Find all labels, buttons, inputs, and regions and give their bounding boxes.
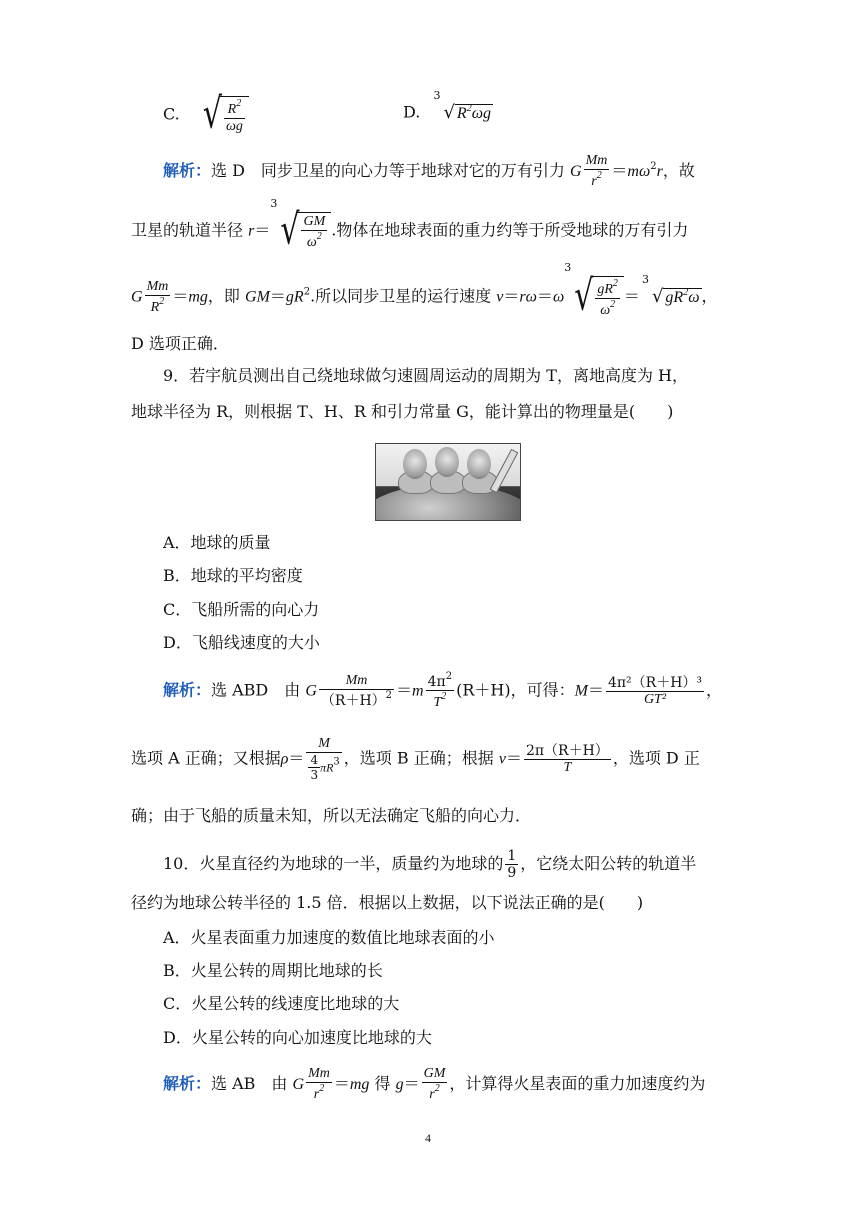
exponent: 2 xyxy=(612,278,618,289)
symbol: mg xyxy=(349,1076,370,1093)
root-index: 3 xyxy=(433,89,441,102)
frac-den: ωg xyxy=(225,119,243,134)
text: ， xyxy=(706,680,723,700)
text: 10．火星直径约为地球的一半，质量约为地球的 xyxy=(163,854,504,873)
text: ，故 xyxy=(662,161,695,180)
rocket-icon xyxy=(490,449,519,493)
frac-den: R xyxy=(150,299,160,315)
frac-den: ω xyxy=(600,303,611,318)
cbrt-expression xyxy=(641,273,702,307)
text: ＝ xyxy=(269,286,286,306)
frac-num: 4π²（R＋H）³ xyxy=(607,674,703,691)
fraction xyxy=(595,279,620,318)
option-label: D. xyxy=(403,102,421,122)
cbrt-expression xyxy=(433,89,493,123)
frac-num: 4 xyxy=(310,753,319,767)
symbol: v xyxy=(496,288,504,306)
q10-stem-line-1 xyxy=(163,849,696,880)
symbol: πR xyxy=(320,760,334,775)
q10-analysis-line-1 xyxy=(163,1067,705,1102)
symbol: G xyxy=(570,163,582,180)
radicand xyxy=(455,104,493,122)
page-number: 4 xyxy=(425,1131,431,1145)
text: ，选项 D 正 xyxy=(612,748,700,768)
frac-num: R xyxy=(227,102,237,117)
exponent: 2 xyxy=(441,691,447,702)
symbol: M xyxy=(574,682,588,700)
fraction xyxy=(308,754,320,781)
exponent: 2 xyxy=(236,98,242,109)
exponent: 2 xyxy=(434,1083,440,1094)
q9-option-c: C．飞船所需的向心力 xyxy=(163,600,320,619)
exponent: 3 xyxy=(333,756,340,768)
fraction xyxy=(301,215,327,250)
q9-option-a: A．地球的质量 xyxy=(163,533,271,552)
fraction xyxy=(584,154,610,189)
symbol: G xyxy=(131,288,143,306)
text: 选 AB 由 xyxy=(211,1074,293,1093)
text: ，计算得火星表面的重力加速度约为 xyxy=(449,1074,706,1093)
symbol: m xyxy=(627,163,639,180)
astronaut-face-right xyxy=(467,449,491,479)
q9-analysis-line-2 xyxy=(131,737,700,781)
text: ＝ xyxy=(503,286,520,306)
text: 卫星的轨道半径 xyxy=(131,220,249,240)
text: (R＋H)，可得： xyxy=(456,680,575,700)
fraction xyxy=(426,672,454,710)
fraction xyxy=(145,280,171,315)
option-label: C. xyxy=(163,104,180,124)
symbol: rω xyxy=(519,288,537,306)
fraction xyxy=(505,849,518,880)
analysis-tag: 解析： xyxy=(163,680,212,700)
symbol: g xyxy=(395,1076,404,1093)
frac-num: 4π xyxy=(427,674,446,690)
q10-option-c: C．火星公转的线速度比地球的大 xyxy=(163,994,400,1013)
root-index: 3 xyxy=(270,197,278,210)
fraction xyxy=(306,737,341,781)
radicand-tail: ωg xyxy=(471,105,491,122)
text: 得 xyxy=(369,1074,396,1093)
text: .物体在地球表面的重力约等于所受地球的万有引力 xyxy=(331,220,689,240)
fraction xyxy=(422,1067,448,1102)
cbrt-expression xyxy=(270,197,331,255)
exponent: 2 xyxy=(319,1083,325,1094)
root-index: 3 xyxy=(641,273,649,286)
frac-num: Mm xyxy=(308,1066,330,1081)
fraction xyxy=(319,674,394,708)
q10-option-d: D．火星公转的向心加速度比地球的大 xyxy=(163,1028,432,1047)
frac-num: Mm xyxy=(585,153,608,168)
frac-den: 9 xyxy=(507,865,517,881)
frac-num: M xyxy=(306,737,341,753)
symbol: gR xyxy=(285,288,304,306)
radicand-tail: ω xyxy=(688,289,700,306)
radicand xyxy=(591,276,624,318)
radical-sign: √ xyxy=(443,102,455,123)
frac-den: 3 xyxy=(310,768,319,782)
frac-den: GT² xyxy=(643,691,667,707)
q9-option-b: B．地球的平均密度 xyxy=(163,566,303,585)
frac-den: T xyxy=(563,759,572,775)
sqrt-expression xyxy=(202,89,249,139)
exponent: 2 xyxy=(385,690,393,701)
text: ＝ xyxy=(403,1074,420,1093)
symbol: ρ xyxy=(280,750,289,768)
text: 选项 A 正确；又根据 xyxy=(131,748,281,768)
frac-num: gR xyxy=(597,282,613,297)
q10-option-b: B．火星公转的周期比地球的长 xyxy=(163,961,383,980)
analysis-tag: 解析： xyxy=(163,161,212,180)
frac-den: （R＋H） xyxy=(320,693,386,709)
symbol: r xyxy=(656,163,663,180)
cbrt-expression xyxy=(564,261,624,321)
frac-num: 2π（R＋H） xyxy=(525,742,609,759)
root-index: 3 xyxy=(564,261,572,274)
exponent: 2 xyxy=(445,671,453,682)
frac-num: Mm xyxy=(146,278,169,294)
radicand xyxy=(297,212,331,250)
text: ＝ xyxy=(172,286,189,306)
q9-option-d: D．飞船线速度的大小 xyxy=(163,633,320,652)
q8-analysis-line-1 xyxy=(163,154,695,189)
fraction xyxy=(606,676,704,707)
radicand-base: R xyxy=(456,105,467,122)
frac-den: T xyxy=(433,695,442,710)
exponent: 2 xyxy=(303,286,311,298)
radical-sign: √ xyxy=(280,205,300,255)
q8-option-d xyxy=(403,89,493,123)
q9-analysis-line-3: 确；由于飞船的质量未知，所以无法确定飞船的向心力． xyxy=(131,806,532,825)
text: ＝ xyxy=(536,286,553,306)
radical-sign: √ xyxy=(651,286,664,307)
text: 选 D 同步卫星的向心力等于地球对它的万有引力 xyxy=(211,161,571,180)
exponent: 2 xyxy=(650,161,657,172)
text: ， xyxy=(701,286,718,306)
symbol: ω xyxy=(552,288,565,306)
text: ，选项 B 正确；根据 xyxy=(343,748,499,768)
text: ＝ xyxy=(611,161,628,180)
frac-den: r xyxy=(429,1087,435,1102)
symbol: G xyxy=(305,682,317,700)
frac-num: 1 xyxy=(507,848,517,864)
text: ＝ xyxy=(396,680,413,700)
q8-option-c xyxy=(163,89,249,139)
q8-analysis-line-4: D 选项正确． xyxy=(131,334,229,353)
radical-sign: √ xyxy=(574,271,594,321)
frac-den: r xyxy=(591,174,597,189)
q9-analysis-line-1 xyxy=(163,672,722,710)
radicand xyxy=(663,288,701,306)
symbol: v xyxy=(498,750,506,768)
q10-option-a: A．火星表面重力加速度的数值比地球表面的小 xyxy=(163,928,495,947)
exponent: 2 xyxy=(316,231,322,242)
text: ＝ xyxy=(254,220,271,240)
text: .所以同步卫星的运行速度 xyxy=(310,286,497,306)
text: ＝ xyxy=(333,1074,350,1093)
text: 选 ABD 由 xyxy=(211,680,306,700)
symbol: ω xyxy=(638,163,651,180)
symbol: G xyxy=(292,1076,305,1093)
fraction xyxy=(524,744,611,775)
symbol: GM xyxy=(245,288,270,306)
fraction xyxy=(306,1067,332,1102)
frac-num: GM xyxy=(423,1066,446,1081)
exponent: 2 xyxy=(596,170,602,181)
symbol: m xyxy=(412,682,424,700)
fraction xyxy=(224,99,245,134)
analysis-tag: 解析： xyxy=(163,1074,212,1093)
radicand-base: gR xyxy=(665,289,684,306)
q8-analysis-line-2 xyxy=(131,197,689,255)
frac-den: ω xyxy=(306,235,317,250)
text: ＝ xyxy=(505,748,522,768)
exponent: 2 xyxy=(466,103,472,114)
text: ＝ xyxy=(288,748,305,768)
text: ＝ xyxy=(587,680,604,700)
text: ，即 xyxy=(207,286,246,306)
exponent: 2 xyxy=(159,295,165,307)
symbol: r xyxy=(248,222,255,240)
q10-stem-line-2: 径约为地球公转半径的 1.5 倍．根据以上数据，以下说法正确的是( ) xyxy=(131,893,644,912)
q8-analysis-line-3 xyxy=(131,261,718,321)
radical-sign: √ xyxy=(202,89,222,139)
astronaut-face-center xyxy=(435,447,459,477)
radicand xyxy=(220,96,249,134)
symbol: mg xyxy=(188,288,208,306)
q9-stem-line-1: 9．若宇航员测出自己绕地球做匀速圆周运动的周期为 T，离地高度为 H， xyxy=(163,366,688,385)
frac-num: Mm xyxy=(319,674,394,690)
exponent: 2 xyxy=(610,299,616,310)
frac-num: GM xyxy=(303,214,326,229)
astronauts-photo xyxy=(375,443,521,521)
text: ＝ xyxy=(623,286,640,306)
text: ，它绕太阳公转的轨道半 xyxy=(520,854,697,873)
q9-stem-line-2: 地球半径为 R，则根据 T、H、R 和引力常量 G，能计算出的物理量是( ) xyxy=(131,402,674,421)
exponent: 2 xyxy=(683,287,689,298)
astronaut-face-left xyxy=(403,449,427,479)
frac-den: r xyxy=(313,1087,320,1102)
